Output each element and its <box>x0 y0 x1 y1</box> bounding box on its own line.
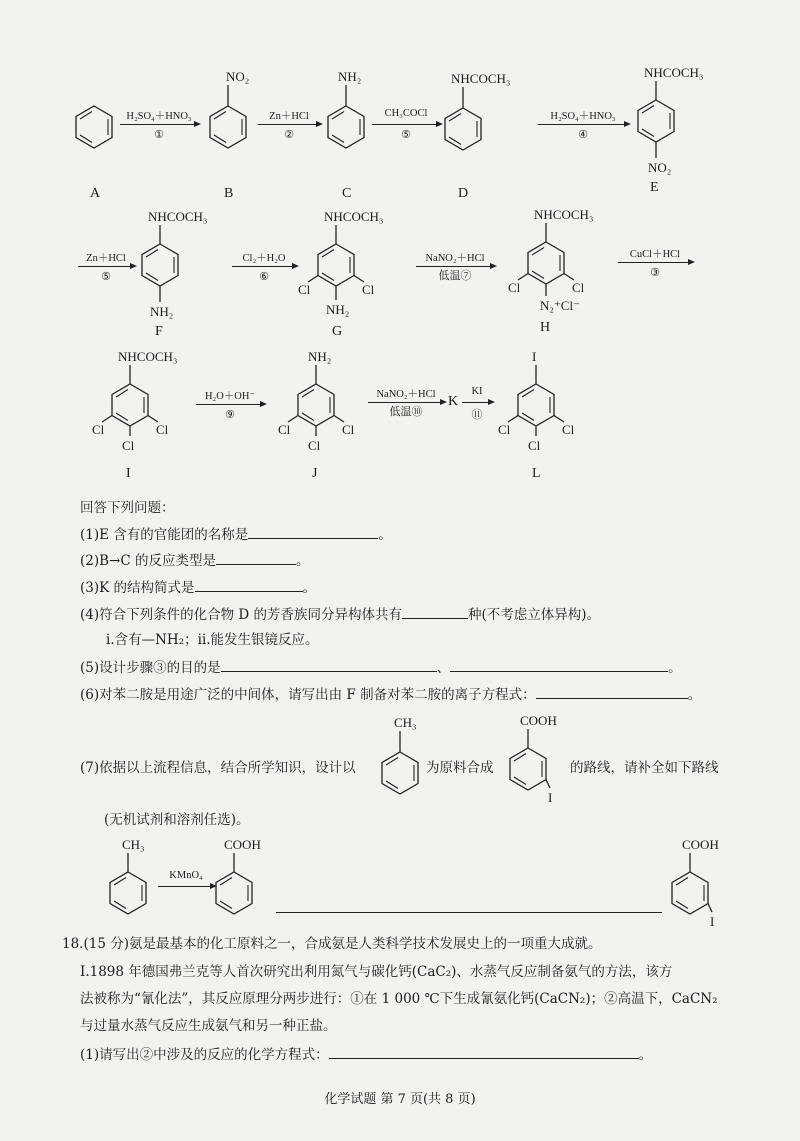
svg-text:CH₃: CH₃ <box>122 837 145 852</box>
svg-text:Cl: Cl <box>572 280 585 295</box>
svg-text:Cl: Cl <box>498 422 511 437</box>
svg-text:NHCOCH₃: NHCOCH₃ <box>451 71 511 86</box>
route-benzoic-acid <box>214 836 274 922</box>
question-1: (1)E 含有的官能团的名称是 。 <box>80 524 392 545</box>
svg-text:COOH: COOH <box>224 837 261 852</box>
answer-blank-6[interactable] <box>536 684 688 699</box>
svg-text:NHCOCH₃: NHCOCH₃ <box>644 65 704 80</box>
q18-line2: Ⅰ.1898 年德国弗兰克等人首次研究出利用氮气与碳化钙(CaC₂)、水蒸气反应制备氨气的方法，该方 <box>80 964 673 980</box>
route-toluene <box>108 836 158 922</box>
question-7-part1: (7)依据以上流程信息，结合所学知识，设计以 <box>80 760 356 776</box>
svg-text:I: I <box>548 790 553 805</box>
answer-blank-5b[interactable] <box>450 657 668 672</box>
svg-text:NHCOCH₃: NHCOCH₃ <box>118 349 178 364</box>
svg-text:Cl: Cl <box>308 438 321 453</box>
svg-text:NH₂: NH₂ <box>150 304 174 319</box>
molecule-D <box>443 72 533 154</box>
answer-blank-4[interactable] <box>402 604 468 619</box>
label-D: D <box>458 186 469 201</box>
question-4-conditions: ⅰ.含有—NH₂；ⅱ.能发生银镜反应。 <box>106 632 319 648</box>
question-6: (6)对苯二胺是用途广泛的中间体，请写出由 F 制备对苯二胺的离子方程式： 。 <box>80 684 701 705</box>
molecule-E <box>634 66 734 182</box>
q18-line3: 法被称为“氰化法”，其反应原理分两步进行：①在 1 000 ℃下生成氰氨化钙(CaCN₂)；②高温下，CaCN₂ <box>80 991 718 1007</box>
toluene-structure <box>380 714 430 800</box>
svg-text:NO₂: NO₂ <box>648 160 672 175</box>
question-4: (4)符合下列条件的化合物 D 的芳香族同分异构体共有 种(不考虑立体异构)。 <box>80 604 600 625</box>
svg-text:CH₃: CH₃ <box>394 715 417 730</box>
svg-text:Cl: Cl <box>92 422 105 437</box>
svg-text:Cl: Cl <box>362 282 375 297</box>
svg-text:Cl: Cl <box>562 422 575 437</box>
molecule-C <box>326 70 376 152</box>
q18-line4: 与过量水蒸气反应生成氨气和另一种正盐。 <box>80 1018 337 1034</box>
q18-answer-blank-1[interactable] <box>329 1044 639 1059</box>
svg-text:COOH: COOH <box>682 837 719 852</box>
molecule-L <box>496 348 586 458</box>
q18-question-1: (1)请写出②中涉及的反应的化学方程式： 。 <box>80 1044 652 1065</box>
question-7-note: (无机试剂和溶剂任选)。 <box>104 812 250 828</box>
svg-text:Cl: Cl <box>508 280 521 295</box>
svg-text:I: I <box>532 349 537 364</box>
molecule-J <box>276 348 366 458</box>
molecule-F <box>138 208 238 324</box>
label-G: G <box>332 324 343 339</box>
answer-blank-5a[interactable] <box>221 657 437 672</box>
answer-blank-2[interactable] <box>216 550 296 565</box>
answer-blank-3[interactable] <box>195 577 303 592</box>
question-2: (2)B→C 的反应类型是 。 <box>80 550 309 571</box>
svg-text:NHCOCH₃: NHCOCH₃ <box>534 207 594 222</box>
svg-text:NHCOCH₃: NHCOCH₃ <box>148 209 208 224</box>
label-E: E <box>650 180 659 195</box>
svg-text:NH₂: NH₂ <box>308 349 332 364</box>
question-3: (3)K 的结构简式是 。 <box>80 577 316 598</box>
question-5: (5)设计步骤③的目的是 、 。 <box>80 657 682 678</box>
molecule-A <box>74 104 114 150</box>
svg-text:Cl: Cl <box>528 438 541 453</box>
svg-text:Cl: Cl <box>278 422 291 437</box>
route-answer-blank[interactable] <box>276 898 662 913</box>
svg-text:NH₂: NH₂ <box>326 302 350 317</box>
molecule-I <box>90 348 200 458</box>
molecule-H <box>504 206 614 322</box>
m-iodobenzoic-acid-structure <box>506 712 576 808</box>
svg-text:N₂⁺Cl⁻: N₂⁺Cl⁻ <box>540 298 580 313</box>
svg-text:Cl: Cl <box>342 422 355 437</box>
svg-text:NHCOCH₃: NHCOCH₃ <box>324 209 384 224</box>
label-J: J <box>312 466 318 481</box>
label-F: F <box>155 324 163 339</box>
svg-text:COOH: COOH <box>520 713 557 728</box>
answer-blank-1[interactable] <box>248 524 378 539</box>
molecule-G <box>296 208 406 324</box>
svg-text:NO₂: NO₂ <box>226 69 250 84</box>
svg-text:Cl: Cl <box>156 422 169 437</box>
route-m-iodobenzoic-acid <box>668 836 738 932</box>
svg-text:Cl: Cl <box>298 282 311 297</box>
label-A: A <box>90 186 101 201</box>
label-C: C <box>342 186 352 201</box>
svg-text:Cl: Cl <box>122 438 135 453</box>
page-footer: 化学试题 第 7 页(共 8 页) <box>324 1092 476 1107</box>
label-B: B <box>224 186 234 201</box>
question-7-part2: 为原料合成 <box>426 760 494 776</box>
molecule-B <box>208 70 258 152</box>
svg-text:NH₂: NH₂ <box>338 69 362 84</box>
compound-K: K <box>448 394 459 409</box>
questions-intro: 回答下列问题： <box>80 500 175 516</box>
q18-heading: 18.(15 分)氨是最基本的化工原料之一，合成氨是人类科学技术发展史上的一项重大成就。 <box>62 936 602 952</box>
label-L: L <box>532 466 541 481</box>
question-7-part3: 的路线，请补全如下路线 <box>570 760 719 776</box>
svg-text:I: I <box>710 914 715 929</box>
label-I: I <box>126 466 131 481</box>
label-H: H <box>540 320 551 335</box>
